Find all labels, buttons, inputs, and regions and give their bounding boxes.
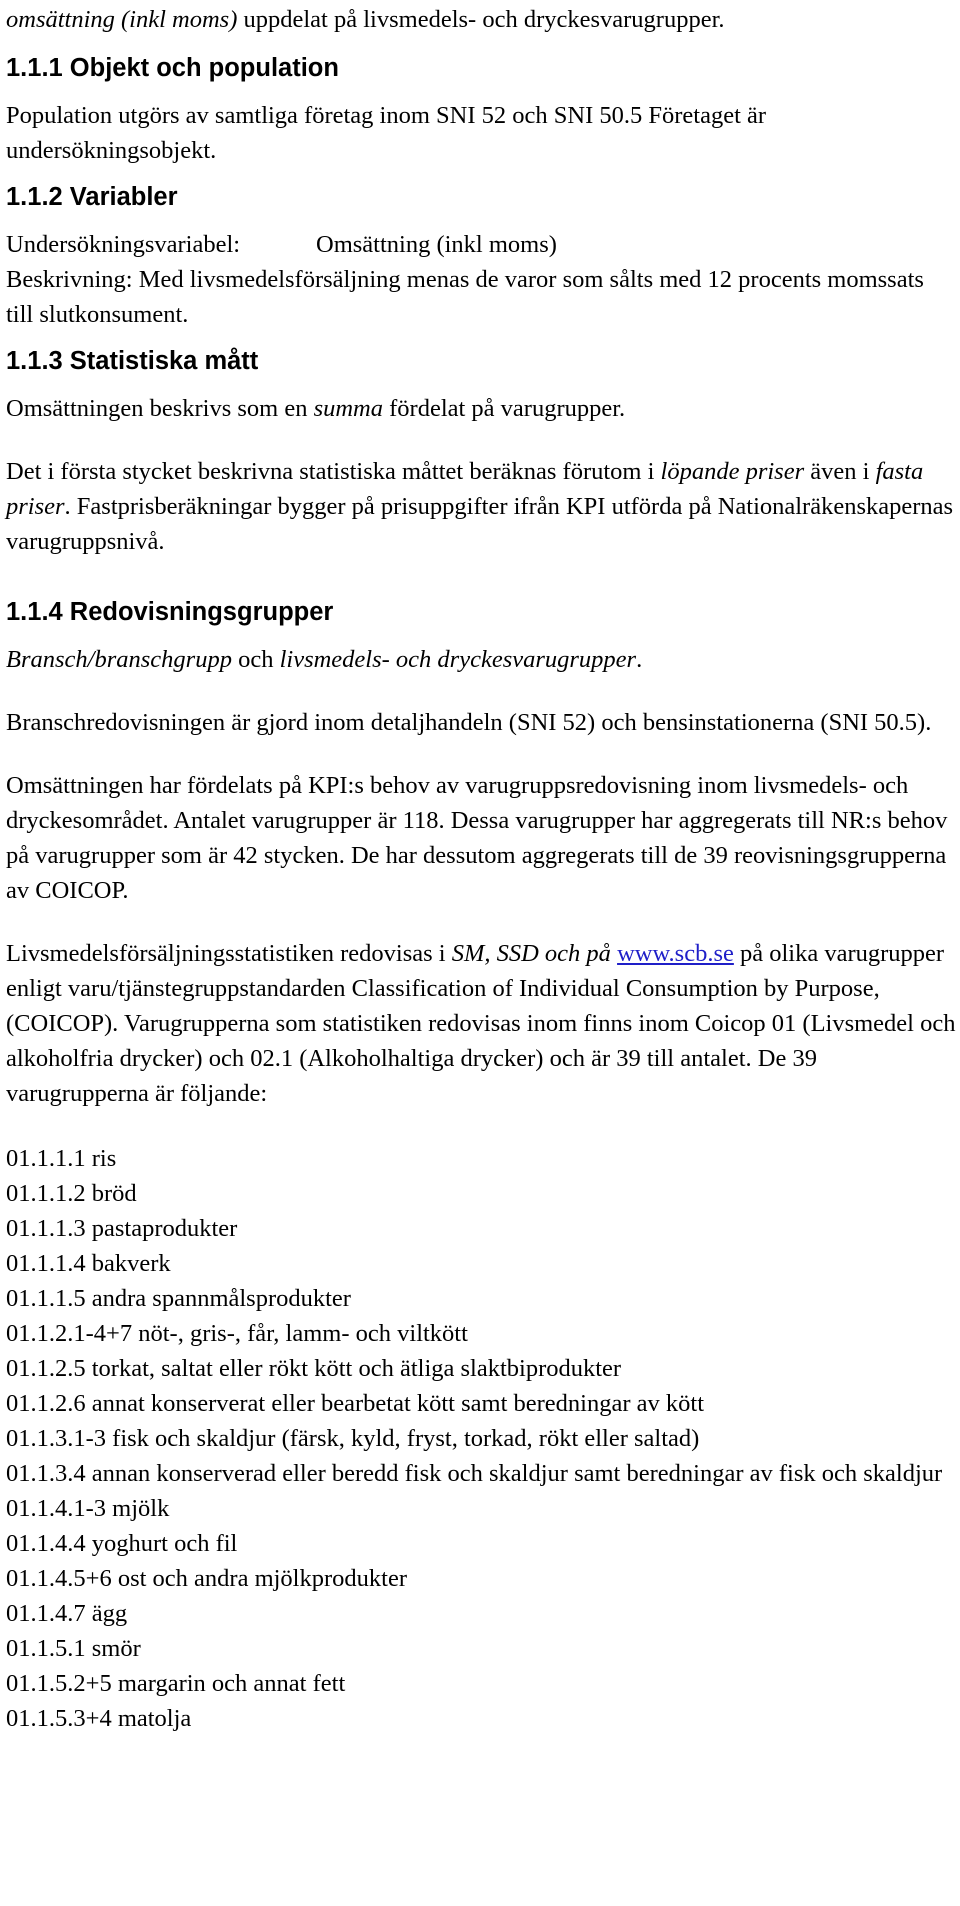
heading-objekt-population: 1.1.1 Objekt och population <box>6 54 339 82</box>
list-item: 01.1.5.1 smör <box>6 1635 141 1662</box>
variable-value: Omsättning (inkl moms) <box>316 231 557 258</box>
list-item: 01.1.1.5 andra spannmålsprodukter <box>6 1285 351 1312</box>
intro-italic: omsättning (inkl moms) <box>6 6 238 33</box>
measure-p1-after: fördelat på varugrupper. <box>383 395 626 422</box>
measure-p2-before: Det i första stycket beskrivna statistiska måttet beräknas förutom i <box>6 458 661 485</box>
measure-p2-italic-2: fasta priser <box>6 458 924 520</box>
measure-p1-italic: summa <box>313 395 383 422</box>
intro-rest: uppdelat på livsmedels- och dryckesvarugrupper. <box>237 6 725 33</box>
groups-p4-italic: SM, SSD och på <box>451 940 618 967</box>
measure-p2-mid: även i <box>804 458 876 485</box>
varugrupper-list <box>6 1141 956 1736</box>
intro-paragraph <box>6 2 956 37</box>
measure-p2-after: . Fastprisberäkningar bygger på prisuppgifter ifrån KPI utförda på Nationalräkenskapernas varugruppsnivå. <box>6 493 954 555</box>
heading-statistiska-matt: 1.1.3 Statistiska mått <box>6 347 259 375</box>
list-item: 01.1.5.3+4 matolja <box>6 1705 192 1732</box>
groups-p1-after: . <box>636 646 643 673</box>
heading-redovisningsgrupper: 1.1.4 Redovisningsgrupper <box>6 598 334 626</box>
groups-paragraph-3: Omsättningen har fördelats på KPI:s behov av varugruppsredovisning inom livsmedels- och dryckesområdet. Antalet varugrupper är 118. Dessa varugrupper har aggregerats till NR:s behov på varugrupper som är 42 stycken. De har dessutom aggregerats till de 39 reovisningsgrupperna av COICOP. <box>6 772 948 904</box>
list-item: 01.1.1.3 pastaprodukter <box>6 1215 238 1242</box>
variable-label: Undersökningsvariabel: <box>6 231 241 258</box>
groups-p1-mid: och <box>231 646 280 673</box>
list-item: 01.1.1.1 ris <box>6 1145 117 1172</box>
list-item: 01.1.5.2+5 margarin och annat fett <box>6 1670 346 1697</box>
list-item: 01.1.2.1-4+7 nöt-, gris-, får, lamm- och viltkött <box>6 1320 468 1347</box>
groups-p1-italic-1: Bransch/branschgrupp <box>6 646 232 673</box>
list-item: 01.1.3.4 annan konserverad eller beredd fisk och skaldjur samt beredningar av fisk och skaldjur <box>6 1460 943 1487</box>
list-item: 01.1.3.1-3 fisk och skaldjur (färsk, kyld, fryst, torkad, rökt eller saltad) <box>6 1425 700 1452</box>
variable-line <box>6 227 956 262</box>
groups-p4-after: på olika varugrupper enligt varu/tjänstegruppstandarden Classification of Individual Consumption by Purpose, (COICOP). Varugrupperna som statistiken redovisas inom finns inom Coicop 01 (Livsmedel och alkoholfria drycker) och 02.1 (Alkoholhaltiga drycker) och är 39 till antalet. De 39 varugrupperna är följande: <box>6 940 956 1107</box>
measure-paragraph-2 <box>6 454 956 559</box>
groups-paragraph-4 <box>6 936 956 1111</box>
groups-paragraph-2: Branschredovisningen är gjord inom detaljhandeln (SNI 52) och bensinstationerna (SNI 50.5). <box>6 709 932 736</box>
list-item: 01.1.4.1-3 mjölk <box>6 1495 170 1522</box>
groups-p4-before: Livsmedelsförsäljningsstatistiken redovisas i <box>6 940 452 967</box>
groups-paragraph-1 <box>6 642 956 677</box>
heading-variabler: 1.1.2 Variabler <box>6 183 178 211</box>
variable-description: Beskrivning: Med livsmedelsförsäljning menas de varor som sålts med 12 procents momssats till slutkonsument. <box>6 266 924 328</box>
list-item: 01.1.4.4 yoghurt och fil <box>6 1530 238 1557</box>
list-item: 01.1.2.6 annat konserverat eller bearbetat kött samt beredningar av kött <box>6 1390 704 1417</box>
list-item: 01.1.4.7 ägg <box>6 1600 128 1627</box>
measure-p1-before: Omsättningen beskrivs som en <box>6 395 314 422</box>
list-item: 01.1.1.2 bröd <box>6 1180 137 1207</box>
measure-p2-italic-1: löpande priser <box>660 458 805 485</box>
document-page <box>6 0 956 1736</box>
scb-link[interactable]: www.scb.se <box>617 940 734 967</box>
list-item: 01.1.4.5+6 ost och andra mjölkprodukter <box>6 1565 407 1592</box>
population-paragraph: Population utgörs av samtliga företag inom SNI 52 och SNI 50.5 Företaget är undersökningsobjekt. <box>6 102 767 164</box>
measure-paragraph-1 <box>6 391 956 426</box>
list-item: 01.1.2.5 torkat, saltat eller rökt kött och ätliga slaktbiprodukter <box>6 1355 622 1382</box>
groups-p1-italic-2: livsmedels- och dryckesvarugrupper <box>279 646 637 673</box>
list-item: 01.1.1.4 bakverk <box>6 1250 171 1277</box>
